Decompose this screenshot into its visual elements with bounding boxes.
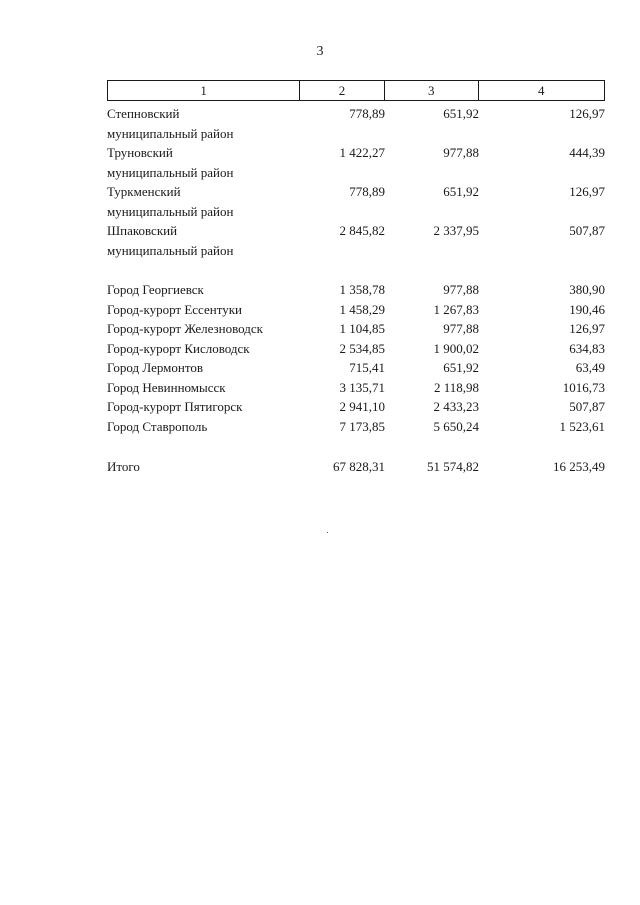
row-col-4: 444,39 xyxy=(569,145,605,160)
row-col-3: 1 267,83 xyxy=(433,301,479,317)
row-name: Город-курорт Ессентуки xyxy=(107,301,242,317)
row-name: Город Лермонтов xyxy=(107,360,203,375)
row-col-2: 778,89 xyxy=(349,106,385,121)
table-row xyxy=(107,221,605,260)
header-col-4: 4 xyxy=(537,82,545,98)
row-col-3: 5 650,24 xyxy=(433,418,479,434)
row-col-4: 190,46 xyxy=(569,301,605,317)
row-name: Город Георгиевск xyxy=(107,282,204,297)
row-col-4: 1 523,61 xyxy=(559,418,605,434)
row-col-4: 126,97 xyxy=(569,106,605,121)
table-row xyxy=(107,182,605,221)
header-col-2: 2 xyxy=(300,81,385,100)
row-name: Город-курорт Железноводск xyxy=(107,321,263,336)
total-row xyxy=(107,457,605,477)
header-col-3: 3 xyxy=(385,81,479,100)
row-col-2: 3 135,71 xyxy=(339,379,385,395)
row-col-2: 778,89 xyxy=(349,184,385,199)
row-col-4: 507,87 xyxy=(569,399,605,414)
header-col-1: 1 xyxy=(108,81,300,100)
table-row xyxy=(107,319,605,339)
table-row xyxy=(107,378,605,398)
table-row xyxy=(107,397,605,417)
row-name: Шпаковский муниципальный район xyxy=(107,223,234,258)
row-col-3: 651,92 xyxy=(443,360,479,375)
row-col-3: 2 118,98 xyxy=(433,379,479,395)
row-col-2: 2 534,85 xyxy=(339,340,385,356)
total-col-4: 16 253,49 xyxy=(553,459,605,474)
row-col-2: 1 358,78 xyxy=(339,282,385,297)
row-col-2: 1 458,29 xyxy=(339,301,385,317)
row-name: Труновский муниципальный район xyxy=(107,145,234,180)
section-gap xyxy=(107,436,605,457)
row-col-2: 2 941,10 xyxy=(339,399,385,414)
row-col-3: 2 433,23 xyxy=(433,399,479,414)
total-col-2: 67 828,31 xyxy=(333,459,385,474)
table-row xyxy=(107,358,605,378)
row-name: Город Ставрополь xyxy=(107,418,208,434)
row-col-4: 380,90 xyxy=(569,282,605,297)
row-col-2: 7 173,85 xyxy=(339,418,385,434)
row-col-2: 715,41 xyxy=(349,360,385,375)
scan-speck xyxy=(327,532,328,533)
row-name: Город-курорт Пятигорск xyxy=(107,399,243,414)
row-col-3: 651,92 xyxy=(443,184,479,199)
row-col-3: 1 900,02 xyxy=(433,340,479,356)
row-name: Туркменский муниципальный район xyxy=(107,184,234,219)
row-name: Город-курорт Кисловодск xyxy=(107,340,250,356)
table-row xyxy=(107,339,605,359)
row-col-4: 634,83 xyxy=(569,340,605,356)
row-col-4: 126,97 xyxy=(569,184,605,199)
row-col-3: 651,92 xyxy=(443,106,479,121)
table-body xyxy=(107,104,605,477)
row-name: Степновский муниципальный район xyxy=(107,106,234,141)
page-number: 3 xyxy=(316,44,324,59)
table-header xyxy=(107,80,605,101)
row-name: Город Невинномысск xyxy=(107,379,226,395)
table-row xyxy=(107,280,605,300)
table-row xyxy=(107,417,605,437)
row-col-4: 63,49 xyxy=(575,360,605,375)
row-col-3: 2 337,95 xyxy=(433,223,479,238)
row-col-4: 507,87 xyxy=(569,223,605,238)
row-col-2: 2 845,82 xyxy=(339,223,385,238)
row-col-4: 126,97 xyxy=(569,321,605,336)
table-row xyxy=(107,143,605,182)
row-col-2: 1 422,27 xyxy=(339,145,385,160)
row-col-4: 1016,73 xyxy=(562,379,605,395)
total-col-3: 51 574,82 xyxy=(427,459,479,474)
table-row xyxy=(107,300,605,320)
row-col-3: 977,88 xyxy=(443,145,479,160)
row-col-3: 977,88 xyxy=(443,321,479,336)
section-gap xyxy=(107,260,605,280)
total-label: Итого xyxy=(107,459,140,474)
row-col-2: 1 104,85 xyxy=(339,321,385,336)
table-row xyxy=(107,104,605,143)
row-col-3: 977,88 xyxy=(443,282,479,297)
